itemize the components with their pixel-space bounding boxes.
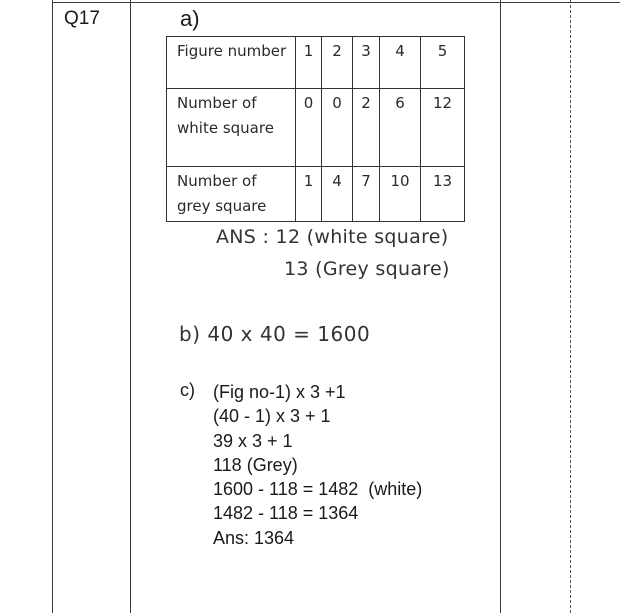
part-b-working: b) 40 x 40 = 1600 — [179, 322, 371, 346]
table-cell: 12 — [421, 89, 465, 167]
table-cell: 7 — [353, 167, 380, 222]
column-border-question — [130, 0, 131, 613]
column-border-left — [52, 0, 53, 613]
part-a-label: a) — [180, 6, 200, 31]
answer-line-white: ANS : 12 (white square) — [216, 226, 449, 248]
table-row — [167, 167, 465, 222]
table-cell: 13 — [421, 167, 465, 222]
working-line: 39 x 3 + 1 — [213, 430, 293, 451]
row-label: Figure number — [167, 37, 296, 89]
table-row — [167, 37, 465, 89]
question-number: Q17 — [64, 8, 100, 29]
column-border-marks — [570, 0, 571, 613]
part-c-working — [213, 380, 422, 550]
figure-table — [166, 36, 465, 222]
table-cell: 2 — [322, 37, 353, 89]
working-line: (40 - 1) x 3 + 1 — [213, 406, 331, 427]
table-cell: 6 — [380, 89, 421, 167]
row-label: Number of grey square — [167, 167, 296, 222]
part-c-label: c) — [180, 380, 195, 400]
working-line: Ans: 1364 — [213, 527, 295, 548]
table-row — [167, 89, 465, 167]
table-cell: 4 — [380, 37, 421, 89]
answer-line-grey: 13 (Grey square) — [284, 258, 450, 280]
table-cell: 2 — [353, 89, 380, 167]
table-cell: 4 — [322, 167, 353, 222]
working-line: (Fig no-1) x 3 +1 — [213, 382, 346, 402]
table-cell: 1 — [296, 167, 322, 222]
row-border-top — [52, 2, 620, 3]
working-line: 1482 - 118 = 1364 — [213, 503, 359, 524]
column-border-working — [500, 0, 501, 613]
table-cell: 5 — [421, 37, 465, 89]
working-line: 1600 - 118 = 1482 (white) — [213, 479, 423, 500]
table-cell: 0 — [322, 89, 353, 167]
table-cell: 0 — [296, 89, 322, 167]
table-cell: 1 — [296, 37, 322, 89]
table-cell: 10 — [380, 167, 421, 222]
row-label: Number of white square — [167, 89, 296, 167]
table-cell: 3 — [353, 37, 380, 89]
working-line: 118 (Grey) — [213, 454, 298, 475]
